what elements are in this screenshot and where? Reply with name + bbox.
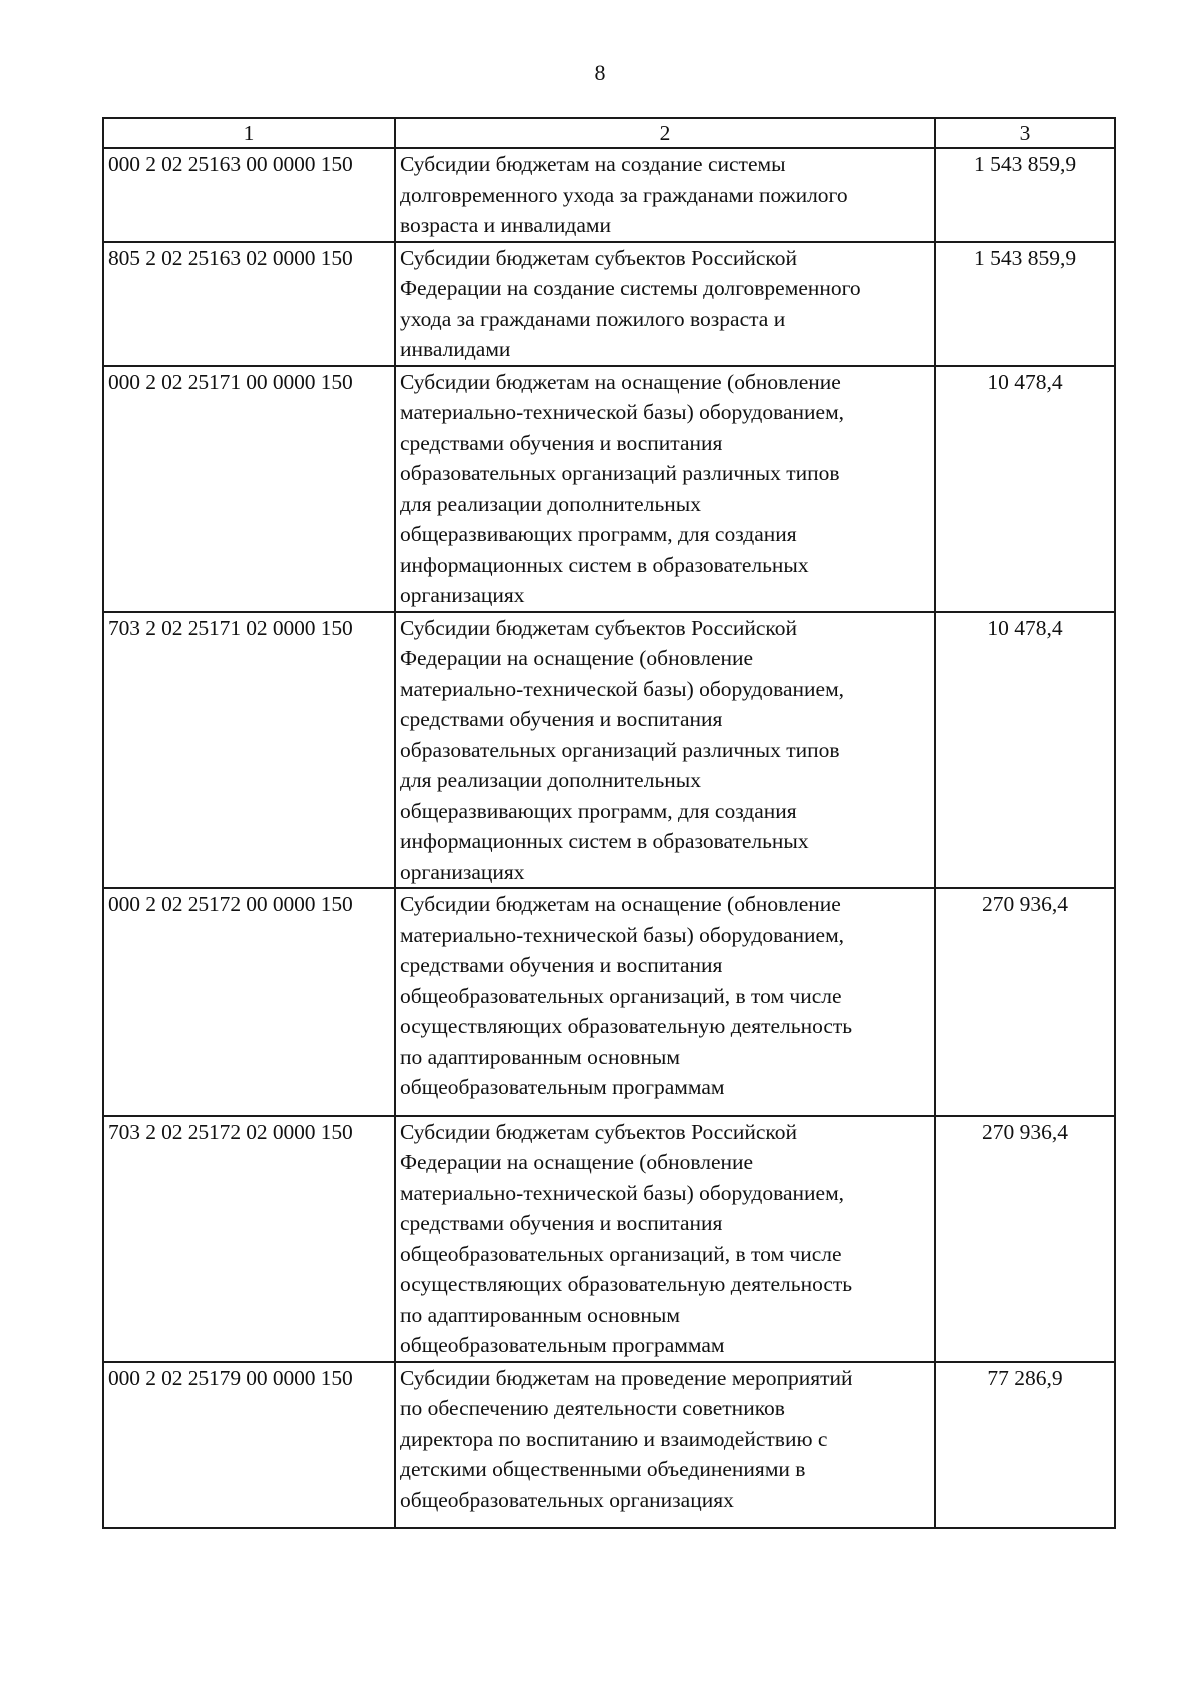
description-line: директора по воспитанию и взаимодействию с — [400, 1426, 828, 1451]
budget-classification-code: 805 2 02 25163 02 0000 150 — [103, 242, 395, 366]
table-row — [103, 1116, 1115, 1362]
amount-value: 1 543 859,9 — [935, 148, 1115, 242]
table-header-row — [103, 118, 1115, 148]
description-line: общеобразовательных организациях — [400, 1487, 734, 1512]
budget-classification-code: 703 2 02 25171 02 0000 150 — [103, 612, 395, 889]
description-line: для реализации дополнительных — [400, 768, 701, 792]
description-line: Субсидии бюджетам на создание системы — [400, 152, 786, 176]
revenue-description — [395, 1362, 935, 1529]
table-row — [103, 612, 1115, 889]
description-line: Субсидии бюджетам на оснащение (обновление — [400, 892, 841, 916]
description-line: образовательных организаций различных типов — [400, 737, 840, 762]
column-header-description: 2 — [395, 118, 935, 148]
description-line: возраста и инвалидами — [400, 213, 611, 237]
description-line: для реализации дополнительных — [400, 491, 701, 516]
revenue-description — [395, 1116, 935, 1362]
description-line: общеобразовательным программам — [400, 1075, 725, 1099]
revenue-description — [395, 888, 935, 1116]
description-line: ухода за гражданами пожилого возраста и — [400, 306, 786, 331]
description-line: материально-технической базы) оборудованием, — [400, 676, 845, 701]
description-line: организациях — [400, 859, 525, 884]
column-header-code: 1 — [103, 118, 395, 148]
description-line: осуществляющих образовательную деятельность — [400, 1014, 853, 1038]
budget-classification-code: 000 2 02 25163 00 0000 150 — [103, 148, 395, 242]
description-line: Субсидии бюджетам субъектов Российской — [400, 245, 798, 270]
budget-revenue-table — [102, 117, 1116, 1529]
description-line: по адаптированным основным — [400, 1302, 680, 1327]
description-line: средствами обучения и воспитания — [400, 1211, 723, 1235]
budget-classification-code: 000 2 02 25179 00 0000 150 — [103, 1362, 395, 1529]
budget-classification-code: 000 2 02 25171 00 0000 150 — [103, 366, 395, 612]
description-line: материально-технической базы) оборудованием, — [400, 922, 845, 947]
table-row — [103, 1362, 1115, 1529]
description-line: материально-технической базы) оборудованием, — [400, 1180, 845, 1205]
budget-classification-code: 000 2 02 25172 00 0000 150 — [103, 888, 395, 1116]
description-line: средствами обучения и воспитания — [400, 707, 723, 731]
description-line: общеразвивающих программ, для создания — [400, 522, 797, 546]
table-body — [103, 148, 1115, 1528]
amount-value: 10 478,4 — [935, 366, 1115, 612]
description-line: Субсидии бюджетам на проведение мероприятий — [400, 1365, 853, 1390]
description-line: информационных систем в образовательных — [400, 829, 809, 853]
budget-classification-code: 703 2 02 25172 02 0000 150 — [103, 1116, 395, 1362]
description-line: средствами обучения и воспитания — [400, 953, 723, 977]
description-line: материально-технической базы) оборудованием, — [400, 400, 845, 424]
description-line: общеобразовательных организаций, в том числе — [400, 983, 842, 1008]
description-line: организациях — [400, 583, 525, 607]
description-line: долговременного ухода за гражданами пожилого — [400, 182, 848, 207]
page-number: 8 — [594, 60, 606, 85]
description-line: Субсидии бюджетам субъектов Российской — [400, 615, 798, 640]
description-line: общеразвивающих программ, для создания — [400, 798, 797, 823]
description-line: образовательных организаций различных типов — [400, 461, 840, 485]
description-line: детскими общественными объединениями в — [400, 1457, 806, 1481]
revenue-description — [395, 612, 935, 889]
revenue-description — [395, 242, 935, 366]
description-line: по обеспечению деятельности советников — [400, 1396, 785, 1420]
description-line: общеобразовательных организаций, в том числе — [400, 1241, 842, 1266]
column-header-amount: 3 — [935, 118, 1115, 148]
amount-value: 270 936,4 — [935, 888, 1115, 1116]
table-row — [103, 148, 1115, 242]
description-line: Субсидии бюджетам на оснащение (обновление — [400, 369, 841, 394]
description-line: осуществляющих образовательную деятельность — [400, 1272, 853, 1296]
description-line: Федерации на создание системы долговременного — [400, 276, 861, 300]
description-line: Субсидии бюджетам субъектов Российской — [400, 1119, 798, 1144]
table-row — [103, 366, 1115, 612]
table-row — [103, 888, 1115, 1116]
description-line: Федерации на оснащение (обновление — [400, 1150, 754, 1174]
description-line: средствами обучения и воспитания — [400, 430, 723, 455]
description-line: по адаптированным основным — [400, 1044, 680, 1069]
revenue-description — [395, 366, 935, 612]
description-line: инвалидами — [400, 337, 511, 361]
description-line: Федерации на оснащение (обновление — [400, 646, 754, 670]
amount-value: 270 936,4 — [935, 1116, 1115, 1362]
description-line: общеобразовательным программам — [400, 1333, 725, 1357]
amount-value: 10 478,4 — [935, 612, 1115, 889]
table-row — [103, 242, 1115, 366]
description-line: информационных систем в образовательных — [400, 552, 809, 577]
amount-value: 1 543 859,9 — [935, 242, 1115, 366]
amount-value: 77 286,9 — [935, 1362, 1115, 1529]
revenue-description — [395, 148, 935, 242]
